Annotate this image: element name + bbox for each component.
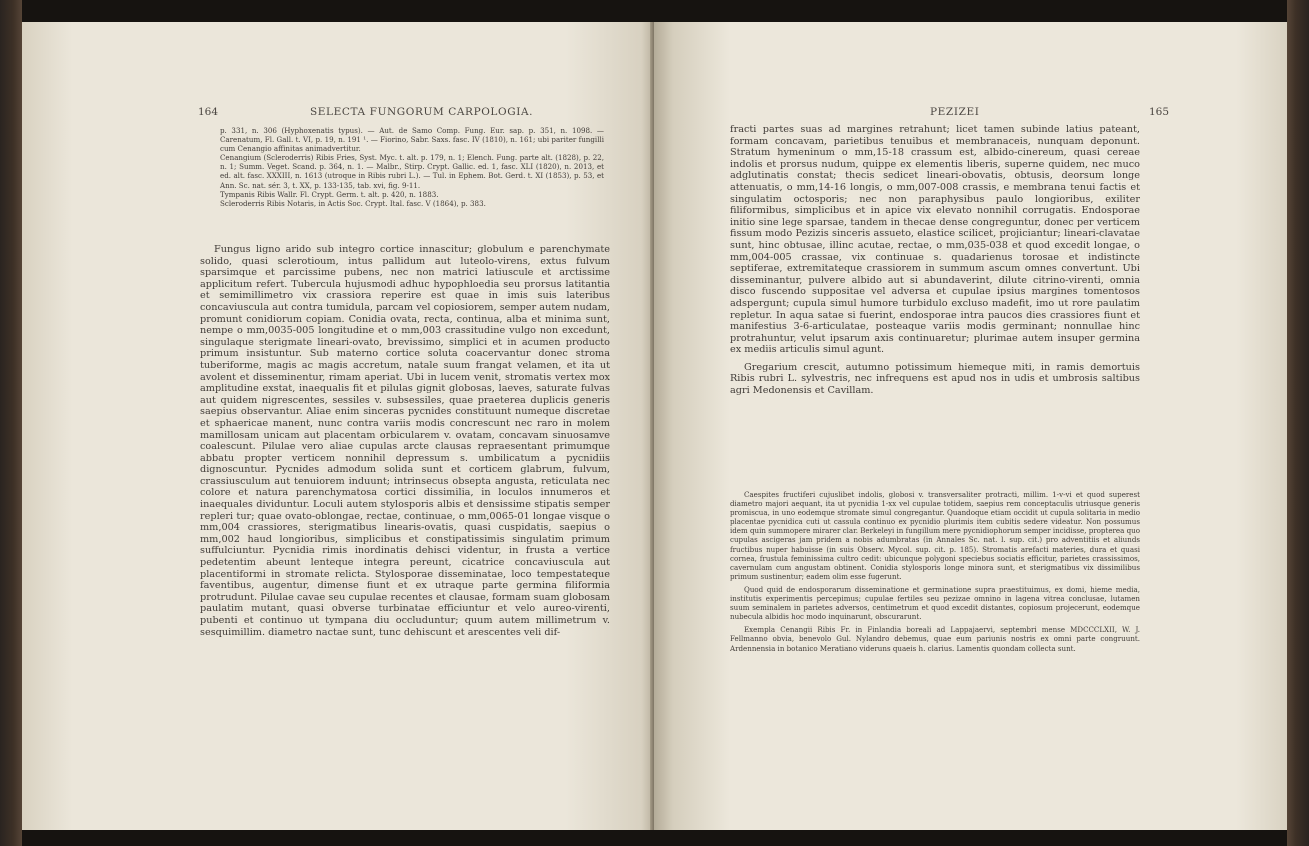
note-paragraph: Quod quid de endosporarum disseminatione et germinatione supra praestituimus, ex domi, hieme media, institutis experimentis percepimus; cupulae fertiles seu pezizae omnino in lagena vitrea conclusae, lutamen suum seminalem in parietes adversos, centimetrum et quod excedit distantes, copiosum projecerunt, eodemque nubecula albidis hoc modo inquinarunt, obscurarunt. (730, 584, 1140, 622)
right-running-head: PEZIZEI (930, 106, 980, 118)
right-page-number: 165 (1149, 106, 1170, 118)
right-body-text (730, 124, 1140, 397)
body-paragraph: Gregarium crescit, autumno potissimum hiemeque miti, in ramis demortuis Ribis rubri L. sylvestris, nec infrequens est apud nos in udis et umbrosis saltibus agri Medonensis et Cavillam. (730, 361, 1140, 397)
right-page (654, 22, 1287, 830)
reference-entry: Scleroderris Ribis Notaris, in Actis Soc. Crypt. Ital. fasc. V (1864), p. 383. (220, 198, 486, 208)
left-running-head: SELECTA FUNGORUM CARPOLOGIA. (310, 106, 534, 118)
note-paragraph: Exempla Cenangii Ribis Fr. in Finlandia boreali ad Lappajaervi, septembri mense MDCCCLXII, W. J. Fellmanno obvia, benevolo Gul. Nylandro debemus, quae eum pariunis nostris ex omni parte congruunt. Ardennensia in botanico Meratiano videruns quaeis h. clarius. Lamentis quondam collecta sunt. (730, 625, 1140, 653)
book-cover-edge-left (0, 0, 22, 846)
left-page (22, 22, 654, 830)
left-page-number: 164 (198, 106, 219, 118)
note-paragraph: Caespites fructiferi cujuslibet indolis, globosi v. transversaliter protracti, millim. 1-v-vi et quod superest diametro majori aequant, ita ut pycnidia 1-xx vel cupulae totidem, saepius rem conceptaculis utriusque generis promiscua, in uno eodemque stromate simul congregantur. Quandoque etiam occidit ut cupula solitaria in medio placentae pycnidica cuti ut cassula continuo ex pycnidio plurimis item cubitis sedere videatur. Non possumus idem quin summopere mirarer clar. Berkeleyi in fungillum mere pycnidiophorum semper incidisse, propterea quo cupulas ascigeras jam pridem a nobis adumbratas (in Annales Sc. nat. l. sup. cit.) pro adventitiis et aliunds fructibus nuper habuisse (in suis Observ. Mycol. sup. cit. p. 185). Stromatis arefacti materies, dura et quasi cornea, frustula feminissima cultro cedit: ubicunque polygoni speciebus sociatis efficitur, parietes crassissimos, cavernulam cum angustam obtinent. Conidia stylosporis longe minora sunt, et sterigmatibus vix dissimilibus primum sustinentur; eadem olim esse fugerunt. (730, 490, 1140, 581)
body-paragraph: fracti partes suas ad margines retrahunt; licet tamen subinde latius pateant, formam concavam, parietibus tenuibus et membranaceis, nunquam deponunt. Stratum hymeninum o mm,15-18 crassum est, albido-cinereum, quasi cereae indolis et prorsus nudum, quippe ex elementis liberis, superne quidem, nec muco adglutinatis constat; thecis sedicet lineari-obovatis, obtusis, deorsum longe attenuatis, o mm,14-16 longis, o mm,007-008 crassis, e membrana tenui factis et singulatim octosporis; nec non paraphysibus paulo longioribus, exiliter filiformibus, simplicibus et in apice vix elevato nonnihil corrugatis. Endosporae initio sine lege sparsae, tandem in thecae dense congreguntur, donec per verticem fissum modo Pezizis sinceris assueto, elastice scilicet, projiciantur; lineari-clavatae sunt, hinc obtusae, illinc acutae, rectae, o mm,035-038 et quod excedit longae, o mm,004-005 crassae, vix continuae s. quadarienus torosae et indistincte septiferae, extremitateque crassiorem in summum ascum omnes convertunt. Ubi disseminantur, pulvere albido aut si abundaverint, dilute citrino-virenti, omnia disco fuscendo suppositae vel adversa et cupulae ipsius margines tomentosos adspergunt; cupula simul humore turbidulo excluso madefit, imo ut rore paulatim repletur. In aqua satae si fuerint, endosporae intra paucos dies crassiores fiunt et manifestius 3-6-articulatae, posteaque variis modis germinant; nonnullae hinc protrahuntur, velut ipsarum axis continuaretur; plurimae autem insuper germina ex mediis articulis simul agunt. (730, 124, 1140, 356)
reference-entry: p. 331, n. 306 (Hyphoxenatis typus). — Aut. de Samo Comp. Fung. Eur. sap. p. 351, n. 1098. — Carenatum, Fl. Gall. t. VI, p. 19, n. 191 ¹. — Fiorino, Sabr. Saxs. fasc. IV (1810), n. 161; ubi pariter fungilli cum Cenangio affinitas animadvertitur. (220, 126, 604, 154)
right-notes (730, 490, 1140, 653)
reference-entry: Cenangium (Scleroderris) Ribis Fries, Syst. Myc. t. alt. p. 179, n. 1; Elench. Fung. parte alt. (1828), p. 22, n. 1; Summ. Veget. Scand. p. 364, n. 1. — Malbr., Stirp. Crypt. Gallic. ed. 1, fasc. XLI (1820), n. 2013, et ed. alt. fasc. XXXIII, n. 1613 (utroque in Ribis rubri L.). — Tul. in Ephem. Bot. Gerd. t. XI (1853), p. 53, et Ann. Sc. nat. sér. 3, t. XX, p. 133-135, tab. xvi, fig. 9-11. (220, 153, 604, 190)
book-cover-edge-right (1287, 0, 1309, 846)
body-paragraph: Fungus ligno arido sub integro cortice innascitur; globulum e parenchymate solido, quasi sclerotioum, intus pallidum aut luteolo-virens, extus fulvum sparsimque et parcissime pubens, nec non matrici latiuscule et arctissime applicitum refert. Tubercula hujusmodi adhuc hypophloedia seu prorsus latitantia et semimillimetro vix crassiora reperire est quae in imis suis lateribus concaviuscula aut contra tumidula, parcam vel copiosiorem, semper autem nudam, promunt conidiorum copiam. Conidia ovata, recta, continua, alba et minima sunt, nempe o mm,0035-005 longitudine et o mm,003 crassitudine vulgo non excedunt, singulaque sterigmate lineari-ovato, brevissimo, simplici et in acumen producto primum insistuntur. Sub materno cortice soluta coacervantur donec stroma tuberiforme, magis ac magis accretum, natale suum frangat velamen, et ita ut avolent et disseminentur, rimam aperiat. Ubi in lucem venit, stromatis vertex mox amplitudine exstat, inaequalis fit et pilulas gignit globosas, laeves, saturate fulvas aut quidem nigrescentes, sessiles v. subsessiles, quae praeterea duplicis generis saepius observantur. Aliae enim sinceras pycnides constituunt numeque discretae et sphaericae manent, nunc contra variis modis concrescunt nec raro in molem mamillosam unicam aut placentam orbicularem v. ovatam, concavam sinuosamve coalescunt. Pilulae vero aliae cupulas arcte clausas repraesentant primumque abbatu propter verticem nonnihil depressum s. umbilicatum a pycnidiis dignoscuntur. Pycnides admodum solida sunt et corticem glabrum, fulvum, crassiusculum aut tenuiorem induunt; intrinsecus obsepta angusta, reticulata nec colore et natura parenchymatosa cortici dissimilia, in loculos innumeros et inaequales dividuntur. Loculi autem stylosporis albis et densissime stipatis semper repleri tur; quae ovato-oblongae, rectae, continuae, o mm,0065-01 longae visque o mm,004 crassiores, sterigmatibus linearis-ovatis, quasi cuspidatis, saepius o mm,002 haud longioribus, simplicibus et constipatissimis singulatim primum suffulciuntur. Pycnidia rimis inordinatis dehisci videntur, in frusta a vertice pedetentim abeunt lenteque integra pereunt, cicatrice concaviuscula aut placentiformi in stromate relicta. Stylosporae disseminatae, loco tempestateque faventibus, augentur, dimense fiunt et ex utraque parte germina filiformia protrudunt. Pilulae cavae seu cupulae recentes et clausae, formam suam globosam paulatim mutant, quasi obverse turbinatae efficiuntur et velo aureo-virenti, pubenti et continuo ut tympana diu occluduntur; quum autem millimetrum v. sesquimillim. diametro nactae sunt, tunc dehiscunt et arescentes veli dif- (200, 244, 610, 638)
reference-entry: Tympanis Ribis Wallr. Fl. Crypt. Germ. t. alt. p. 420, n. 1883. (220, 189, 439, 199)
left-body-text (200, 244, 610, 638)
left-references (220, 126, 604, 208)
